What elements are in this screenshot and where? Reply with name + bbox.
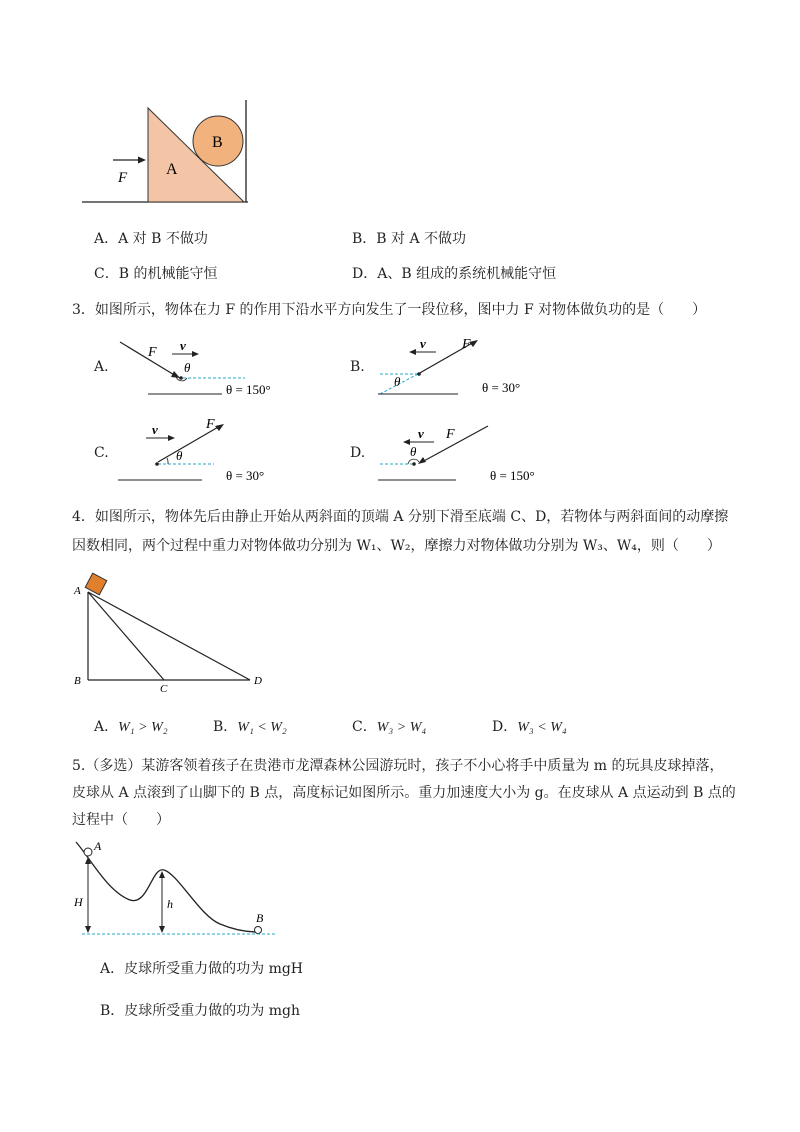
wedge-ball-figure [80, 100, 260, 210]
incline-figure [70, 570, 270, 695]
svg-text:θ = 150°: θ = 150° [226, 382, 271, 397]
label-f: F [118, 170, 128, 186]
q3-option-d[interactable]: D. [350, 445, 366, 461]
svg-text:B: B [256, 911, 264, 925]
q2-option-d[interactable]: D．A、B 组成的系统机械能守恒 [352, 266, 557, 282]
svg-text:A: A [94, 839, 102, 853]
q4-option-d[interactable]: D．W₃ < W₄ [492, 719, 567, 735]
svg-text:h: h [167, 897, 173, 911]
q3-figure-c [112, 414, 292, 486]
svg-text:θ = 30°: θ = 30° [482, 380, 521, 395]
svg-text:H: H [74, 895, 83, 909]
q3-option-c[interactable]: C. [94, 445, 109, 461]
svg-text:C: C [160, 683, 168, 695]
svg-text:F: F [446, 427, 455, 442]
q3-figure-a [110, 336, 290, 402]
label-a: A [166, 161, 178, 178]
q3-figure-d [372, 420, 552, 486]
q4-stem-line1: 4．如图所示，物体先后由静止开始从两斜面的顶端 A 分别下滑至底端 C、D，若物体与两斜面间的动摩擦 [72, 509, 729, 525]
hill-curve [76, 842, 258, 932]
q4-stem-line2: 因数相同，两个过程中重力对物体做功分别为 W₁、W₂，摩擦力对物体做功分别为 W₃、W₄，则（ ） [72, 538, 721, 554]
label-b: B [212, 134, 223, 151]
q2-option-b[interactable]: B．B 对 A 不做功 [352, 231, 467, 247]
svg-text:F: F [462, 337, 471, 352]
svg-text:θ = 30°: θ = 30° [226, 468, 265, 483]
svg-text:θ = 150°: θ = 150° [490, 468, 535, 483]
q5-option-b[interactable]: B．皮球所受重力做的功为 mgh [100, 1003, 301, 1019]
q5-stem-line3: 过程中（ ） [72, 812, 170, 828]
q3-stem: 3．如图所示，物体在力 F 的作用下沿水平方向发生了一段位移，图中力 F 对物体做负功的是（ ） [72, 302, 707, 318]
svg-text:F: F [206, 417, 215, 432]
q5-stem-line1: 5.（多选）某游客领着孩子在贵港市龙潭森林公园游玩时，孩子不小心将手中质量为 m 的玩具皮球掉落， [72, 758, 724, 774]
q4-option-b[interactable]: B．W₁ < W₂ [213, 719, 287, 735]
svg-text:θ: θ [394, 374, 401, 389]
q3-option-a[interactable]: A. [94, 359, 109, 375]
svg-text:A: A [74, 585, 81, 597]
q4-option-a[interactable]: A．W₁ > W₂ [94, 719, 168, 735]
svg-text:v: v [152, 422, 158, 437]
q2-option-a[interactable]: A．A 对 B 不做功 [94, 231, 208, 247]
svg-text:v: v [180, 338, 186, 353]
ball-a [84, 848, 92, 856]
hill-figure [70, 836, 280, 944]
q4-option-c[interactable]: C．W₃ > W₄ [352, 719, 427, 735]
ball-b [255, 927, 262, 934]
q5-option-a[interactable]: A．皮球所受重力做的功为 mgH [100, 961, 304, 977]
svg-text:D: D [254, 675, 262, 687]
svg-text:θ: θ [184, 360, 191, 375]
svg-text:v: v [420, 336, 426, 351]
svg-text:B: B [74, 675, 81, 687]
svg-text:F: F [148, 345, 157, 360]
q2-option-c[interactable]: C．B 的机械能守恒 [94, 266, 218, 282]
svg-text:θ: θ [176, 448, 183, 463]
svg-text:θ: θ [410, 444, 417, 459]
q3-option-b[interactable]: B. [350, 359, 365, 375]
q5-stem-line2: 皮球从 A 点滚到了山脚下的 B 点，高度标记如图所示。重力加速度大小为 g。在皮球从 A 点运动到 B 点的 [72, 785, 736, 801]
q3-figure-b [370, 334, 550, 402]
svg-text:v: v [418, 426, 424, 441]
